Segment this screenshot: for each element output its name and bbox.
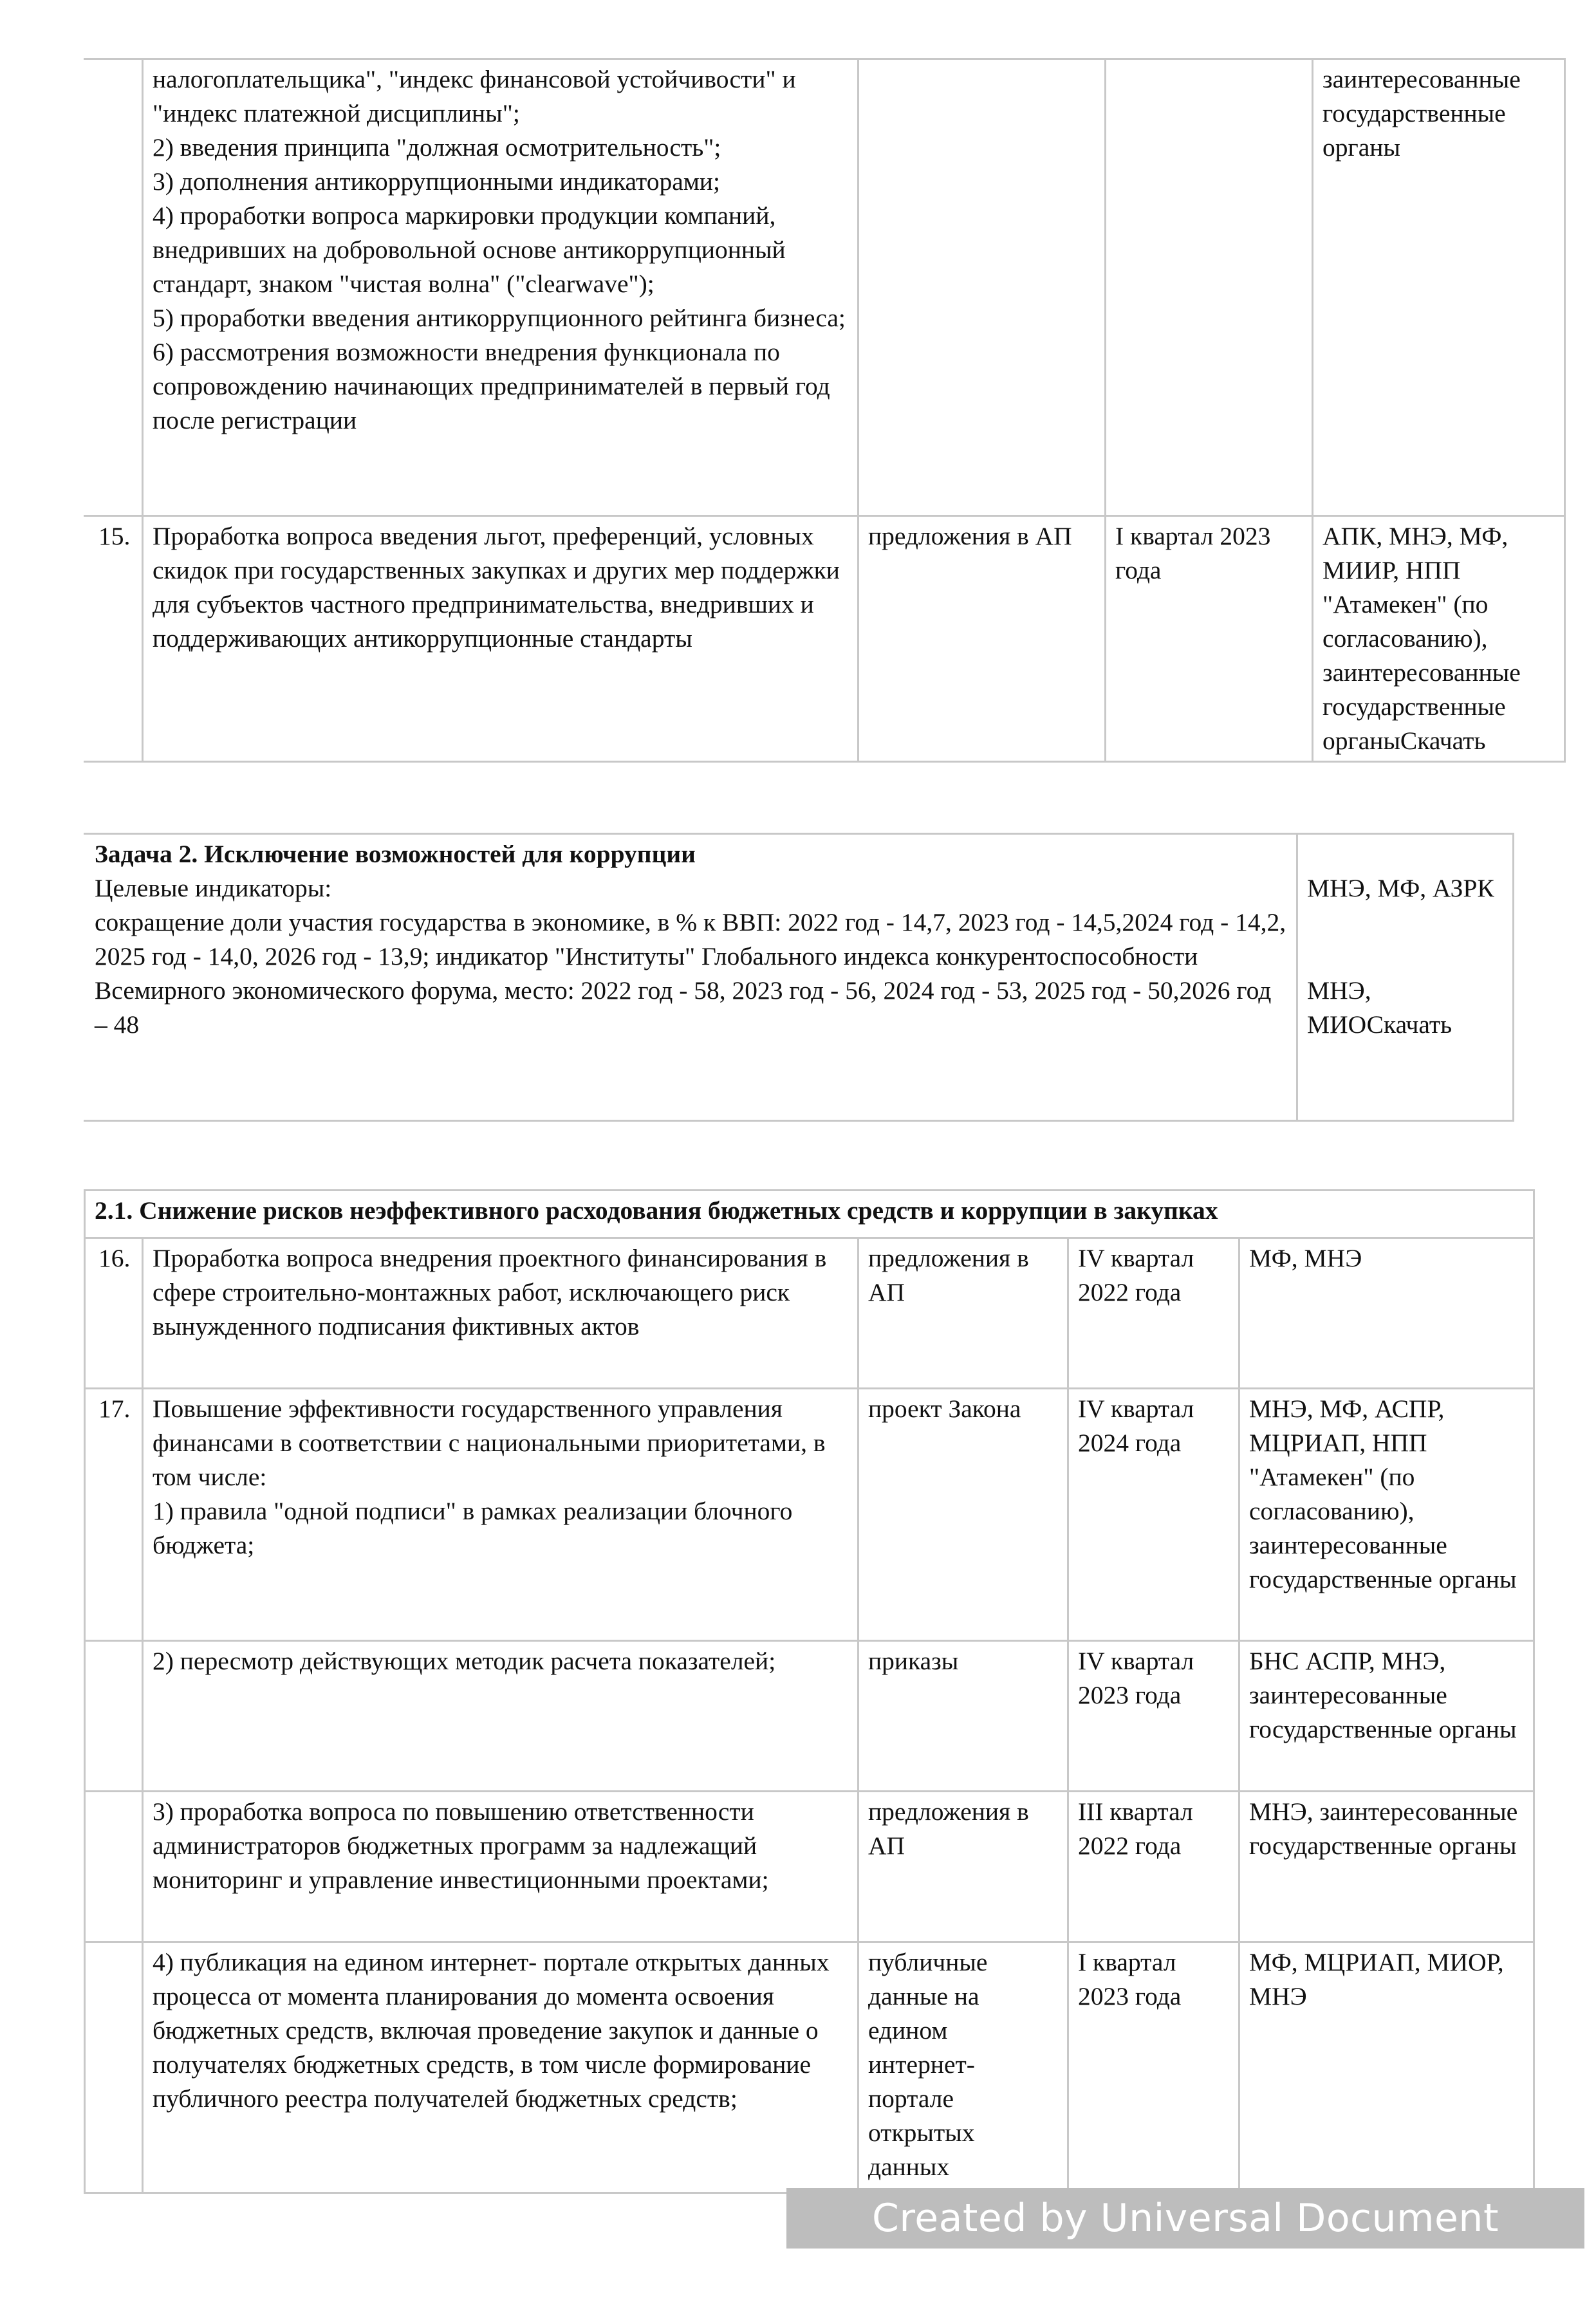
table-row [85,1389,1534,1641]
table-row [85,516,1565,762]
responsible: АПК, МНЭ, МФ, МИИР, НПП "Атамекен" (по согласованию), заинтересованные государственные органыСкачать [1313,516,1565,762]
responsible: МНЭ, МФ, АСПР, МЦРИАП, НПП "Атамекен" (по согласованию), заинтересованные государственные органы [1239,1389,1534,1641]
table-row [85,834,1514,1121]
section-2-1-table [84,1189,1535,2194]
responsible-group-2: МНЭ, МИОСкачать [1307,976,1452,1039]
measure-text: налогоплательщика", "индекс финансовой устойчивости" и "индекс платежной дисциплины"; 2) введения принципа "должная осмотрительность"; 3) дополнения антикоррупционными индикаторами; 4) проработки вопроса маркировки продукции компаний, внедривших на добровольной основе антикоррупционный стандарт, знаком "чистая волна" ("clearwave"); 5) проработки введения антикоррупционного рейтинга бизнеса; 6) рассмотрения возможности внедрения функционала по сопровождению начинающих предпринимателей в первый год после регистрации [143,59,858,516]
deadline: IV квартал 2023 года [1068,1641,1239,1792]
deadline [1106,59,1313,516]
table-row [85,1792,1534,1942]
section-title: 2.1. Снижение рисков неэффективного расходования бюджетных средств и коррупции в закупках [85,1191,1534,1238]
completion-form: проект Закона [858,1389,1068,1641]
table-row [85,1238,1534,1389]
deadline: IV квартал 2022 года [1068,1238,1239,1389]
completion-form: приказы [858,1641,1068,1792]
converter-watermark: Created by Universal Document Converter [786,2188,1584,2249]
deadline: I квартал 2023 года [1106,516,1313,762]
completion-form: предложения в АП [858,516,1106,762]
completion-form [858,59,1106,516]
responsible: заинтересованные государственные органы [1313,59,1565,516]
row-number: 16. [85,1238,143,1389]
row-number [85,1942,143,2193]
responsible: БНС АСПР, МНЭ, заинтересованные государственные органы [1239,1641,1534,1792]
deadline: IV квартал 2024 года [1068,1389,1239,1641]
row-number [85,1641,143,1792]
responsible: МФ, МНЭ [1239,1238,1534,1389]
row-number: 17. [85,1389,143,1641]
table-continued [84,58,1566,763]
measure-text: Проработка вопроса внедрения проектного финансирования в сфере строительно-монтажных работ, исключающего риск вынужденного подписания фиктивных актов [143,1238,858,1389]
completion-form: предложения в АП [858,1238,1068,1389]
responsible: МНЭ, заинтересованные государственные органы [1239,1792,1534,1942]
table-row [85,1641,1534,1792]
deadline: III квартал 2022 года [1068,1792,1239,1942]
measure-text: Повышение эффективности государственного управления финансами в соответствии с национальными приоритетами, в том числе: 1) правила "одной подписи" в рамках реализации блочного бюджета; [143,1389,858,1641]
measure-text: 3) проработка вопроса по повышению ответственности администраторов бюджетных программ за надлежащий мониторинг и управление инвестиционными проектами; [143,1792,858,1942]
completion-form: предложения в АП [858,1792,1068,1942]
row-number [85,59,143,516]
deadline: I квартал 2023 года [1068,1942,1239,2193]
task-responsible [1297,834,1514,1121]
table-row [85,59,1565,516]
row-number [85,1792,143,1942]
measure-text: 4) публикация на едином интернет- портале открытых данных процесса от момента планирования до момента освоения бюджетных средств, включая проведение закупок и данные о получателях бюджетных средств, в том числе формирование публичного реестра получателей бюджетных средств; [143,1942,858,2193]
measure-text: 2) пересмотр действующих методик расчета показателей; [143,1641,858,1792]
task-description [85,834,1297,1121]
task-title: Задача 2. Исключение возможностей для коррупции [95,840,696,868]
responsible: МФ, МЦРИАП, МИОР, МНЭ [1239,1942,1534,2193]
table-row [85,1942,1534,2193]
measure-text: Проработка вопроса введения льгот, преференций, условных скидок при государственных закупках и других мер поддержки для субъектов частного предпринимательства, внедривших и поддерживающих антикоррупционные стандарты [143,516,858,762]
task-2-table [84,833,1514,1122]
task-indicators: Целевые индикаторы: сокращение доли участия государства в экономике, в % к ВВП: 2022 год - 14,7, 2023 год - 14,5,2024 год - 14,2, 2025 год - 14,0, 2026 год - 13,9; индикатор "Институты" Глобального индекса конкурентоспособности Всемирного экономического форума, место: 2022 год - 58, 2023 год - 56, 2024 год - 53, 2025 год - 50,2026 год – 48 [95,874,1286,1039]
completion-form: публичные данные на едином интернет- портале открытых данных [858,1942,1068,2193]
row-number: 15. [85,516,143,762]
section-header-row [85,1191,1534,1238]
responsible-group-1: МНЭ, МФ, АЗРК [1307,874,1494,902]
